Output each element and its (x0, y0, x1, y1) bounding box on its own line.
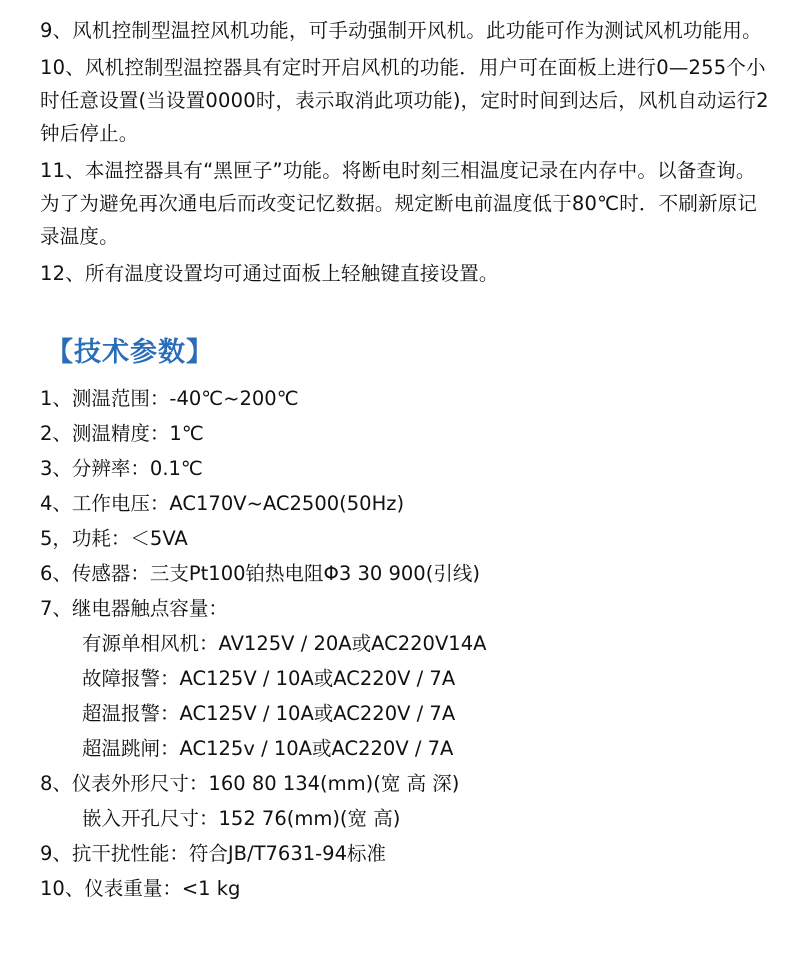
spec-item: 7、继电器触点容量： (40, 597, 228, 620)
paragraph-item: 11、本温控器具有“黑匣子”功能。将断电时刻三相温度记录在内存中。以备查询。为了为避免再次通电后而改变记忆数据。规定断电前温度低于80℃时．不刷新原记录温度。 (40, 159, 758, 248)
spec-subitem: 有源单相风机：AV125V / 20A或AC220V14A (82, 632, 487, 655)
spec-subitem: 故障报警：AC125V / 10A或AC220V / 7A (82, 667, 456, 690)
spec-item: 8、仪表外形尺寸：160 80 134(mm)(宽 高 深) (40, 772, 460, 795)
spec-item: 5，功耗：＜5VA (40, 527, 188, 550)
paragraph-item: 12、所有温度设置均可通过面板上轻触键直接设置。 (40, 262, 499, 285)
paragraph-item: 9、风机控制型温控风机功能，可手动强制开风机。此功能可作为测试风机功能用。 (40, 19, 762, 42)
section-heading-technical-parameters: 【技术参数】 (46, 337, 214, 368)
spec-subitem: 超温报警：AC125V / 10A或AC220V / 7A (82, 702, 456, 725)
intro-paragraph-block (40, 14, 772, 290)
spec-subitem: 嵌入开孔尺寸：152 76(mm)(宽 高) (82, 807, 401, 830)
spec-item: 2、测温精度：1℃ (40, 422, 204, 445)
paragraph-item: 10、风机控制型温控器具有定时开启风机的功能．用户可在面板上进行0—255个小时任意设置(当设置0000时，表示取消此项功能)，定时时间到达后，风机自动运行2钟后停止。 (40, 56, 769, 145)
spec-list (40, 381, 772, 906)
spec-item: 4、工作电压：AC170V~AC2500(50Hz) (40, 492, 405, 515)
spec-item: 1、测温范围：-40℃~200℃ (40, 387, 299, 410)
spec-subitem: 超温跳闸：AC125v / 10A或AC220V / 7A (82, 737, 454, 760)
spec-item: 9、抗干扰性能：符合JB/T7631-94标准 (40, 842, 386, 865)
spec-item: 10、仪表重量：<1 kg (40, 877, 241, 900)
spec-item: 6、传感器：三支Pt100铂热电阻Φ3 30 900(引线) (40, 562, 480, 585)
spec-item: 3、分辨率：0.1℃ (40, 457, 203, 480)
